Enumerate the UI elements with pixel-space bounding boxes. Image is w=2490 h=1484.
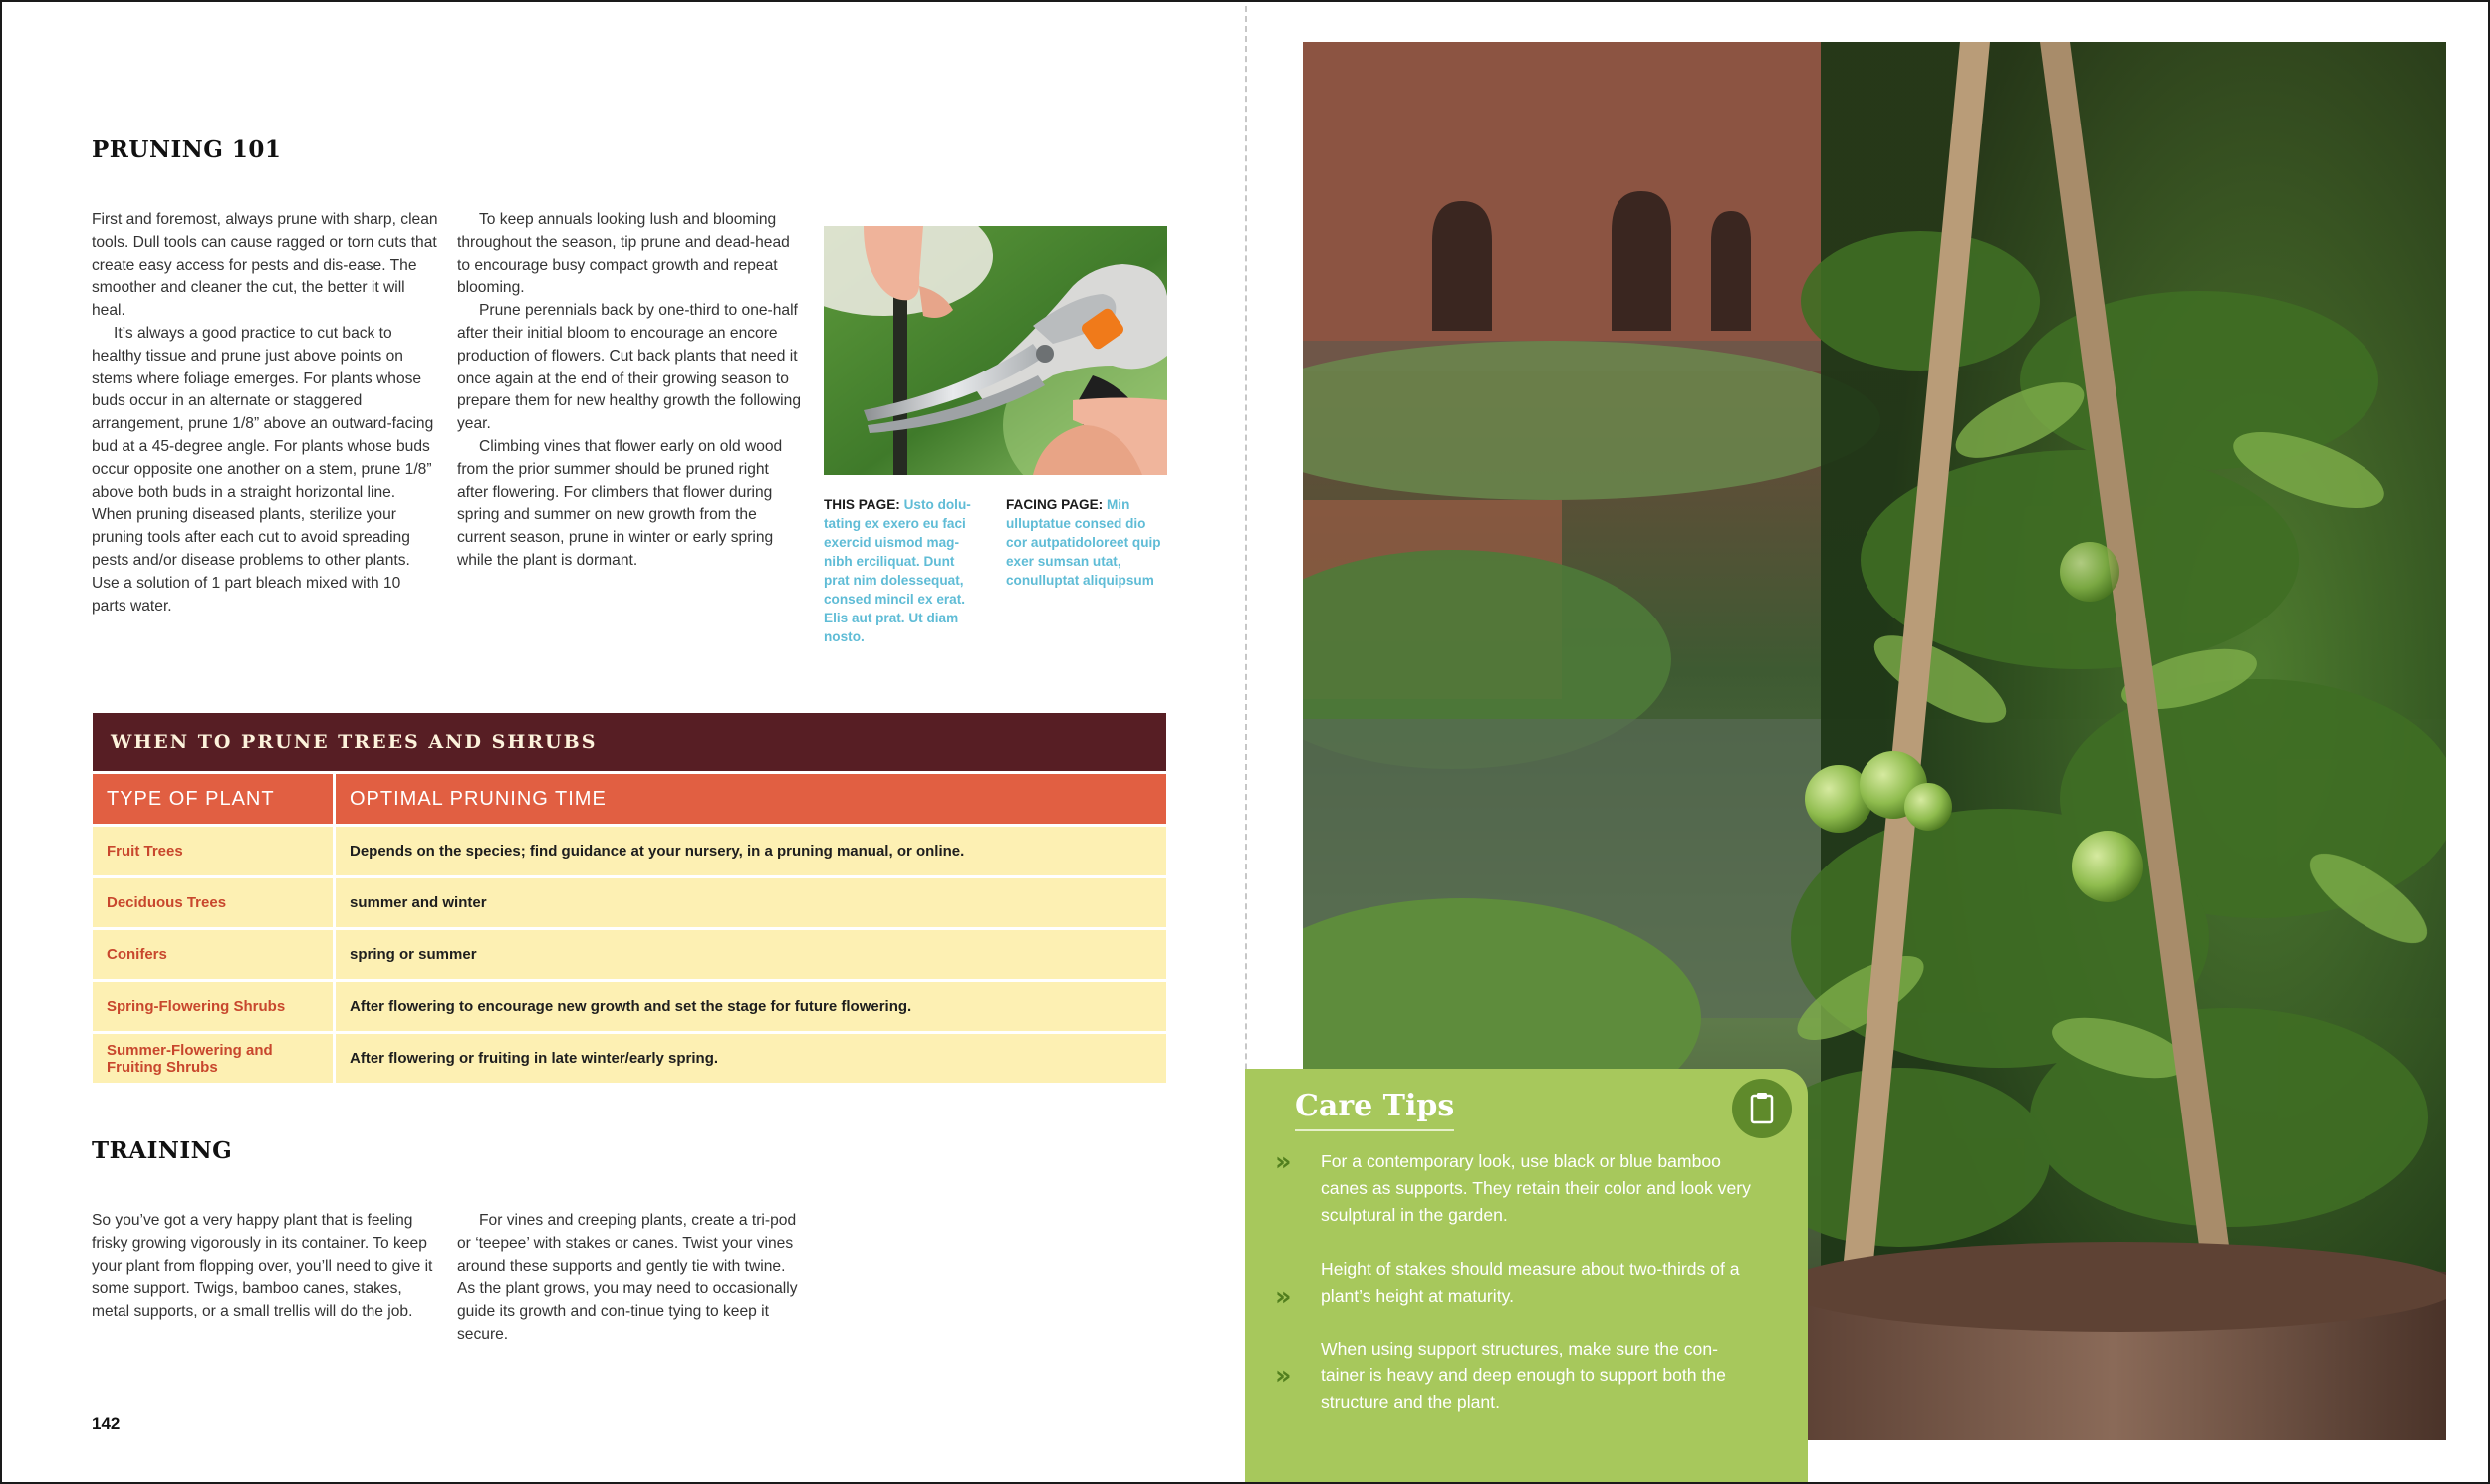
pruning-time-cell: After flowering to encourage new growth and set the stage for future flowering. <box>336 979 1166 1031</box>
pruning-paragraph: To keep annuals looking lush and blooming throughout the season, tip prune and dead-head to encourage busy compact growth and repeat blooming. <box>457 211 790 297</box>
care-tip-text: For a contemporary look, use black or blue bamboo canes as supports. They retain their color and look very sculptural in the garden. <box>1321 1151 1751 1225</box>
care-tip-text: When using support structures, make sure the con-tainer is heavy and deep enough to support both the structure and the plant. <box>1321 1339 1726 1412</box>
table-row <box>93 875 1166 927</box>
pruning-paragraph: First and foremost, always prune with sharp, clean tools. Dull tools can cause ragged or torn cuts that create easy access for pests and dis-ease. The smoother and cleaner the cut, the better it will heal. <box>92 211 438 320</box>
pruning-paragraph: Prune perennials back by one-third to one-half after their initial bloom to encourage an encore production of flowers. Cut back plants that need it once again at the end of their growing season to prepare them for new healthy growth the following year. <box>457 302 801 433</box>
caption-facing-page <box>1006 495 1169 590</box>
training-paragraph: So you’ve got a very happy plant that is feeling frisky growing vigorously in its container. To keep your plant from flopping over, you’ll need to give it some support. Twigs, bamboo canes, stakes, metal supports, or a small trellis will do the job. <box>92 1212 433 1321</box>
training-heading: TRAINING <box>92 1137 233 1164</box>
table-title: WHEN TO PRUNE TREES AND SHRUBS <box>93 713 1166 771</box>
pruning-heading: PRUNING 101 <box>92 136 282 163</box>
plant-type-cell: Summer-Flowering and Fruiting Shrubs <box>93 1031 336 1083</box>
double-chevron-icon: ›› <box>1275 1147 1287 1177</box>
training-paragraph: For vines and creeping plants, create a tri-pod or ‘teepee’ with stakes or canes. Twist your vines around these supports and gently tie with twine. As the plant grows, you may need to occasionally guide its growth and con-tinue tying to keep it secure. <box>457 1212 798 1343</box>
care-tip-text: Height of stakes should measure about two-thirds of a plant’s height at maturity. <box>1321 1259 1740 1306</box>
caption-label: FACING PAGE: <box>1006 497 1104 512</box>
pruning-time-cell: spring or summer <box>336 927 1166 979</box>
clipboard-icon <box>1732 1079 1792 1138</box>
column-header-plant-type: TYPE OF PLANT <box>93 774 336 824</box>
page-number: 142 <box>92 1414 121 1433</box>
plant-type-cell: Deciduous Trees <box>93 875 336 927</box>
training-column-1 <box>92 1210 438 1324</box>
plant-type-cell: Fruit Trees <box>93 824 336 875</box>
table-row <box>93 824 1166 875</box>
pruning-shears-illustration <box>824 226 1167 475</box>
table-header-row <box>93 774 1166 824</box>
table-row <box>93 927 1166 979</box>
pruning-table-grid <box>93 774 1166 1083</box>
caption-text: Min ulluptatue consed dio cor autpatidoloreet quip exer sumsan utat, conulluptat aliquipsum <box>1006 497 1161 588</box>
pruning-column-2 <box>457 209 804 573</box>
pruning-time-cell: After flowering or fruiting in late winter/early spring. <box>336 1031 1166 1083</box>
table-row <box>93 1031 1166 1083</box>
table-row <box>93 979 1166 1031</box>
pruning-time-cell: Depends on the species; find guidance at your nursery, in a pruning manual, or online. <box>336 824 1166 875</box>
double-chevron-icon: ›› <box>1275 1282 1287 1312</box>
pruning-shears-photo <box>824 226 1167 475</box>
pruning-time-cell: summer and winter <box>336 875 1166 927</box>
column-header-pruning-time: OPTIMAL PRUNING TIME <box>336 774 1166 824</box>
clipboard-icon-graphic <box>1732 1079 1792 1138</box>
caption-text: Usto dolu-tating ex exero eu faci exercid uismod mag-nibh erciliquat. Dunt prat nim dolessequat, consed mincil ex erat. Elis aut prat. Ut diam nosto. <box>824 497 971 644</box>
pruning-column-1 <box>92 209 438 618</box>
plant-type-cell: Conifers <box>93 927 336 979</box>
pruning-paragraph: It’s always a good practice to cut back to healthy tissue and prune just above points on stems where foliage emerges. For plants whose buds occur in an alternate or staggered arrangement, prune 1/8” above an outward-facing bud at a 45-degree angle. For plants whose buds occur opposite one another on a stem, prune 1/8” above both buds in a straight horizontal line. When pruning diseased plants, sterilize your pruning tools after each cut to avoid spreading pests and/or disease problems to other plants. Use a solution of 1 part bleach mixed with 10 parts water. <box>92 324 434 615</box>
training-column-2 <box>457 1210 804 1347</box>
caption-label: THIS PAGE: <box>824 497 900 512</box>
plant-type-cell: Spring-Flowering Shrubs <box>93 979 336 1031</box>
caption-this-page <box>824 495 983 646</box>
pruning-time-table <box>93 713 1166 1083</box>
care-tips-title: Care Tips <box>1295 1089 1454 1131</box>
double-chevron-icon: ›› <box>1275 1361 1287 1391</box>
pruning-paragraph: Climbing vines that flower early on old wood from the prior summer should be pruned right after flowering. For climbers that flower during spring and summer on new growth from the current season, prune in winter or early spring while the plant is dormant. <box>457 437 783 569</box>
care-tips-box <box>1245 1069 1808 1482</box>
